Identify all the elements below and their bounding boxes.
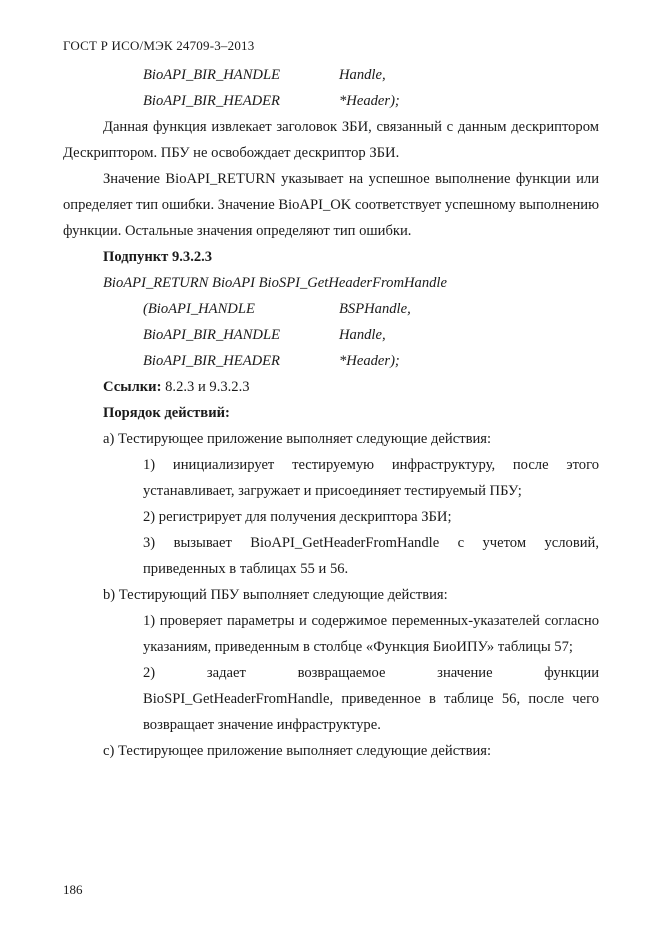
code-arg-name: BSPHandle, <box>339 301 411 317</box>
code-arg-type: BioAPI_BIR_HEADER <box>143 93 280 109</box>
code-line <box>103 296 599 322</box>
step-c: c) Тестирующее приложение выполняет следующие действия: <box>103 743 492 759</box>
code-arg-type: BioAPI_BIR_HANDLE <box>143 67 280 83</box>
paragraph-function-description: Данная функция извлекает заголовок ЗБИ, связанный с данным дескриптором Дескриптором. ПБУ не освобождает дескриптор ЗБИ. <box>63 119 599 161</box>
code-arg-name: *Header); <box>339 93 400 109</box>
code-line <box>103 88 599 114</box>
page-number: 186 <box>63 882 83 897</box>
subclause-heading: Подпункт 9.3.2.3 <box>103 249 213 265</box>
step-a-item: 2) регистрирует для получения дескриптора ЗБИ; <box>143 509 452 525</box>
references-label: Ссылки: <box>103 379 162 395</box>
step-b-item: 1) проверяет параметры и содержимое переменных-указателей согласно указаниям, приведенным в столбце «Функция БиоИПУ» таблицы 57; <box>143 613 599 655</box>
code-arg-name: Handle, <box>339 327 386 343</box>
code-line <box>103 348 599 374</box>
references-value: 8.2.3 и 9.3.2.3 <box>165 379 250 395</box>
document-header: ГОСТ Р ИСО/МЭК 24709-3–2013 <box>63 38 255 53</box>
code-arg-name: Handle, <box>339 67 386 83</box>
code-signature-head: BioAPI_RETURN BioAPI BioSPI_GetHeaderFromHandle <box>103 275 447 291</box>
code-arg-type: BioAPI_BIR_HEADER <box>143 353 280 369</box>
step-a-item: 1) инициализирует тестируемую инфраструктуру, после этого устанавливает, загружает и присоединяет тестируемый ПБУ; <box>143 457 599 499</box>
step-a: a) Тестирующее приложение выполняет следующие действия: <box>103 431 492 447</box>
code-arg-type: BioAPI_BIR_HANDLE <box>143 327 280 343</box>
references-line <box>103 374 599 400</box>
page-body <box>63 62 599 764</box>
code-line <box>103 62 599 88</box>
step-a-item: 3) вызывает BioAPI_GetHeaderFromHandle с учетом условий, приведенных в таблицах 55 и 56. <box>143 535 599 577</box>
procedure-heading: Порядок действий: <box>103 405 230 421</box>
paragraph-return-description: Значение BioAPI_RETURN указывает на успешное выполнение функции или определяет тип ошибки. Значение BioAPI_OK соответствует успешному выполнению функции. Остальные значения определяют тип ошибки. <box>63 171 599 239</box>
step-b: b) Тестирующий ПБУ выполняет следующие действия: <box>103 587 448 603</box>
step-b-item: 2) задает возвращаемое значение функции BioSPI_GetHeaderFromHandle, приведенное в таблице 56, после чего возвращает значение инфраструктуре. <box>143 665 599 733</box>
code-arg-name: *Header); <box>339 353 400 369</box>
code-line <box>103 322 599 348</box>
code-arg-type: (BioAPI_HANDLE <box>143 301 255 317</box>
